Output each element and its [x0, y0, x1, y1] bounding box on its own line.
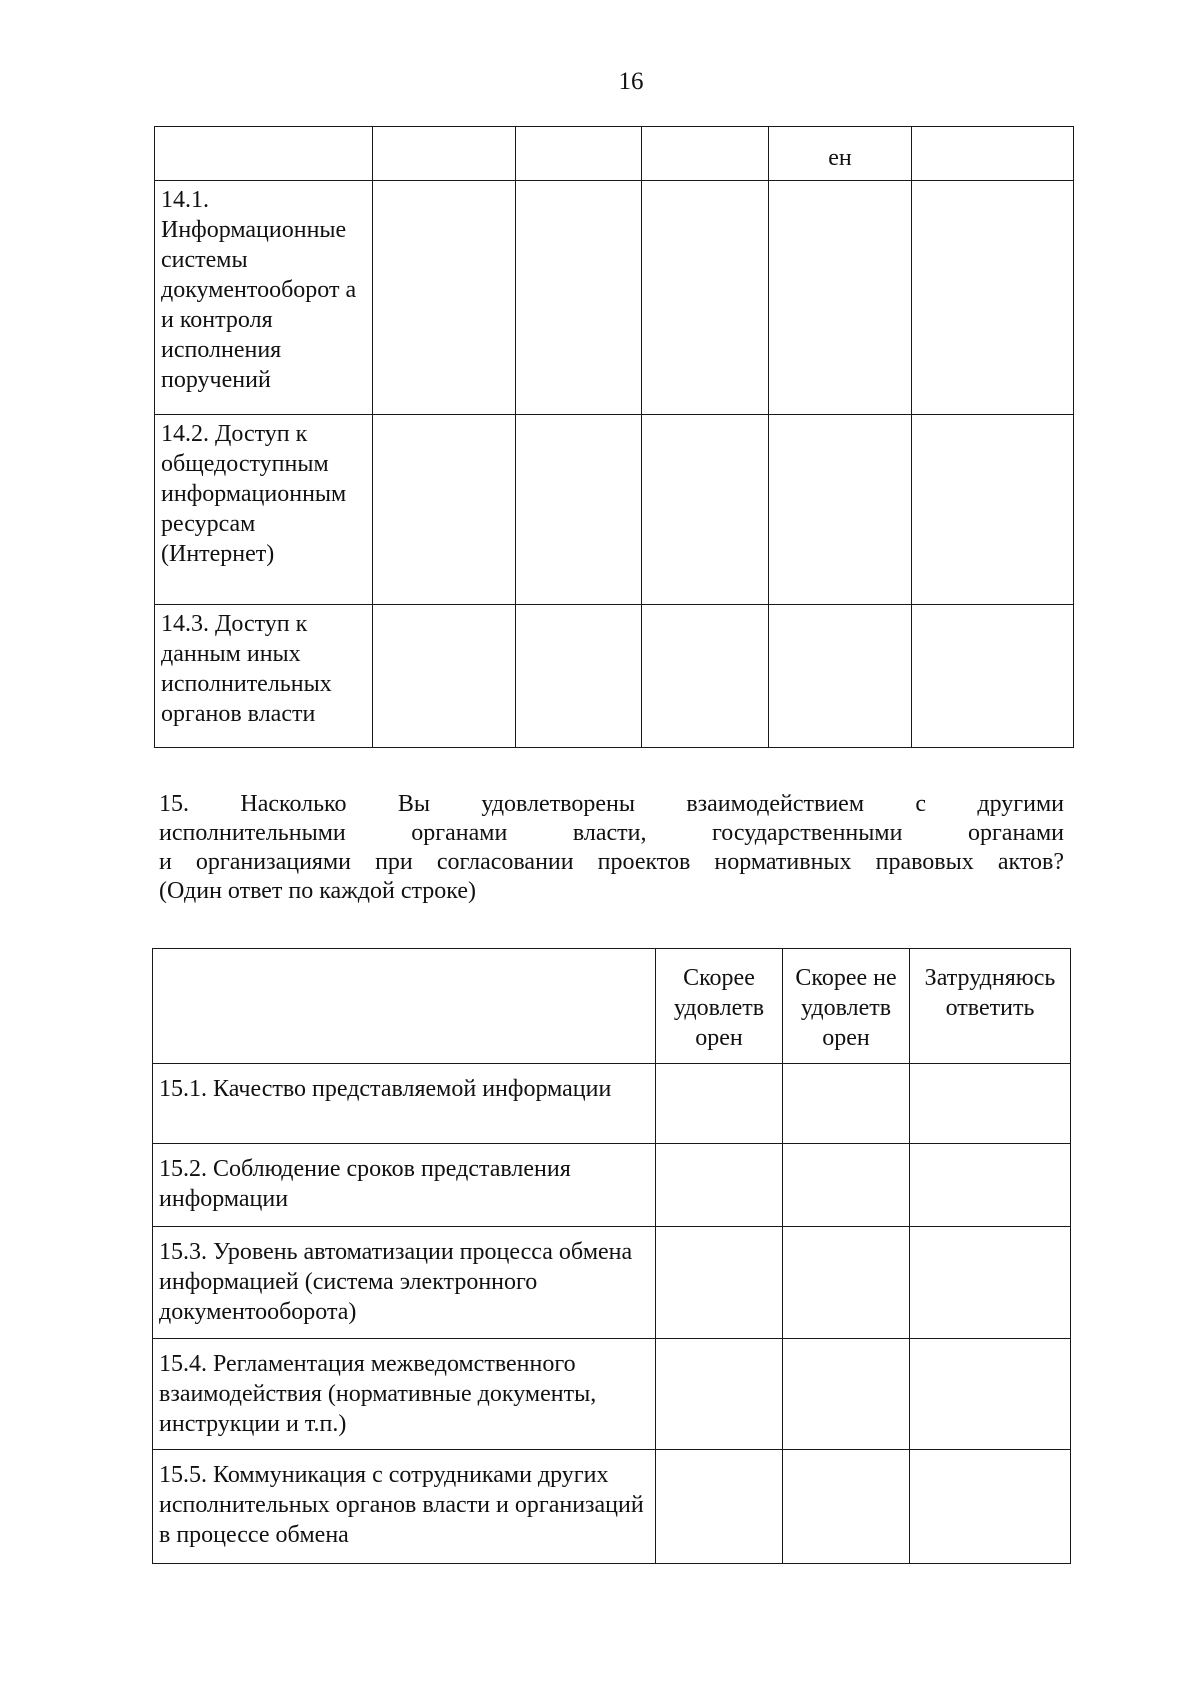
table-14-header-cell — [642, 127, 769, 181]
answer-cell[interactable] — [912, 605, 1074, 748]
question-15-line: и организациями при согласовании проектов нормативных правовых актов? — [159, 849, 1064, 875]
table-15-header-row — [153, 949, 1071, 1064]
table-14-header-row — [155, 127, 1074, 181]
answer-cell[interactable] — [783, 1450, 910, 1564]
table-row — [155, 181, 1074, 415]
answer-cell[interactable] — [373, 415, 516, 605]
answer-cell[interactable] — [642, 605, 769, 748]
answer-cell[interactable] — [910, 1144, 1071, 1227]
table-15-header-difficult: Затрудняюсь ответить — [910, 949, 1071, 1064]
answer-cell[interactable] — [516, 605, 642, 748]
question-15-line: 15. Насколько Вы удовлетворены взаимодействием с другими — [159, 791, 1064, 817]
question-15-text — [159, 790, 1064, 906]
answer-cell[interactable] — [642, 415, 769, 605]
answer-cell[interactable] — [656, 1064, 783, 1144]
table-row — [155, 605, 1074, 748]
answer-cell[interactable] — [783, 1064, 910, 1144]
answer-cell[interactable] — [373, 181, 516, 415]
table-14-header-cell: ен — [769, 127, 912, 181]
answer-cell[interactable] — [910, 1064, 1071, 1144]
answer-cell[interactable] — [656, 1227, 783, 1339]
row-label: 14.3. Доступ к данным иных исполнительных органов власти — [155, 605, 373, 748]
table-row — [153, 1064, 1071, 1144]
row-label: 15.5. Коммуникация с сотрудниками других исполнительных органов власти и организаций в процессе обмена — [153, 1450, 656, 1564]
row-label: 15.1. Качество представляемой информации — [153, 1064, 656, 1144]
answer-cell[interactable] — [912, 415, 1074, 605]
table-14-header-cell — [155, 127, 373, 181]
table-row — [153, 1339, 1071, 1450]
table-15-header-cell — [153, 949, 656, 1064]
answer-cell[interactable] — [516, 415, 642, 605]
answer-cell[interactable] — [656, 1144, 783, 1227]
page-number: 16 — [618, 68, 644, 95]
table-15-header-satisfied: Скорее удовлетв орен — [656, 949, 783, 1064]
answer-cell[interactable] — [769, 605, 912, 748]
table-row — [155, 415, 1074, 605]
answer-cell[interactable] — [910, 1450, 1071, 1564]
table-15-header-not-satisfied: Скорее не удовлетв орен — [783, 949, 910, 1064]
answer-cell[interactable] — [769, 415, 912, 605]
answer-cell[interactable] — [656, 1339, 783, 1450]
answer-cell[interactable] — [642, 181, 769, 415]
row-label: 15.3. Уровень автоматизации процесса обмена информацией (система электронного документооборота) — [153, 1227, 656, 1339]
row-label: 15.2. Соблюдение сроков представления информации — [153, 1144, 656, 1227]
table-row — [153, 1450, 1071, 1564]
answer-cell[interactable] — [912, 181, 1074, 415]
row-label: 14.1. Информационные системы документооборот а и контроля исполнения поручений — [155, 181, 373, 415]
answer-cell[interactable] — [516, 181, 642, 415]
table-14-header-cell — [516, 127, 642, 181]
answer-cell[interactable] — [769, 181, 912, 415]
question-15-line: исполнительными органами власти, государственными органами — [159, 820, 1064, 846]
answer-cell[interactable] — [783, 1339, 910, 1450]
table-15 — [152, 948, 1071, 1564]
answer-cell[interactable] — [783, 1227, 910, 1339]
answer-cell[interactable] — [910, 1227, 1071, 1339]
table-row — [153, 1227, 1071, 1339]
question-15-instruction: (Один ответ по каждой строке) — [159, 878, 476, 904]
row-label: 14.2. Доступ к общедоступным информационным ресурсам (Интернет) — [155, 415, 373, 605]
answer-cell[interactable] — [373, 605, 516, 748]
answer-cell[interactable] — [783, 1144, 910, 1227]
answer-cell[interactable] — [656, 1450, 783, 1564]
table-row — [153, 1144, 1071, 1227]
table-14 — [154, 126, 1074, 748]
table-14-header-cell — [912, 127, 1074, 181]
row-label: 15.4. Регламентация межведомственного взаимодействия (нормативные документы, инструкции и т.п.) — [153, 1339, 656, 1450]
answer-cell[interactable] — [910, 1339, 1071, 1450]
table-14-header-cell — [373, 127, 516, 181]
